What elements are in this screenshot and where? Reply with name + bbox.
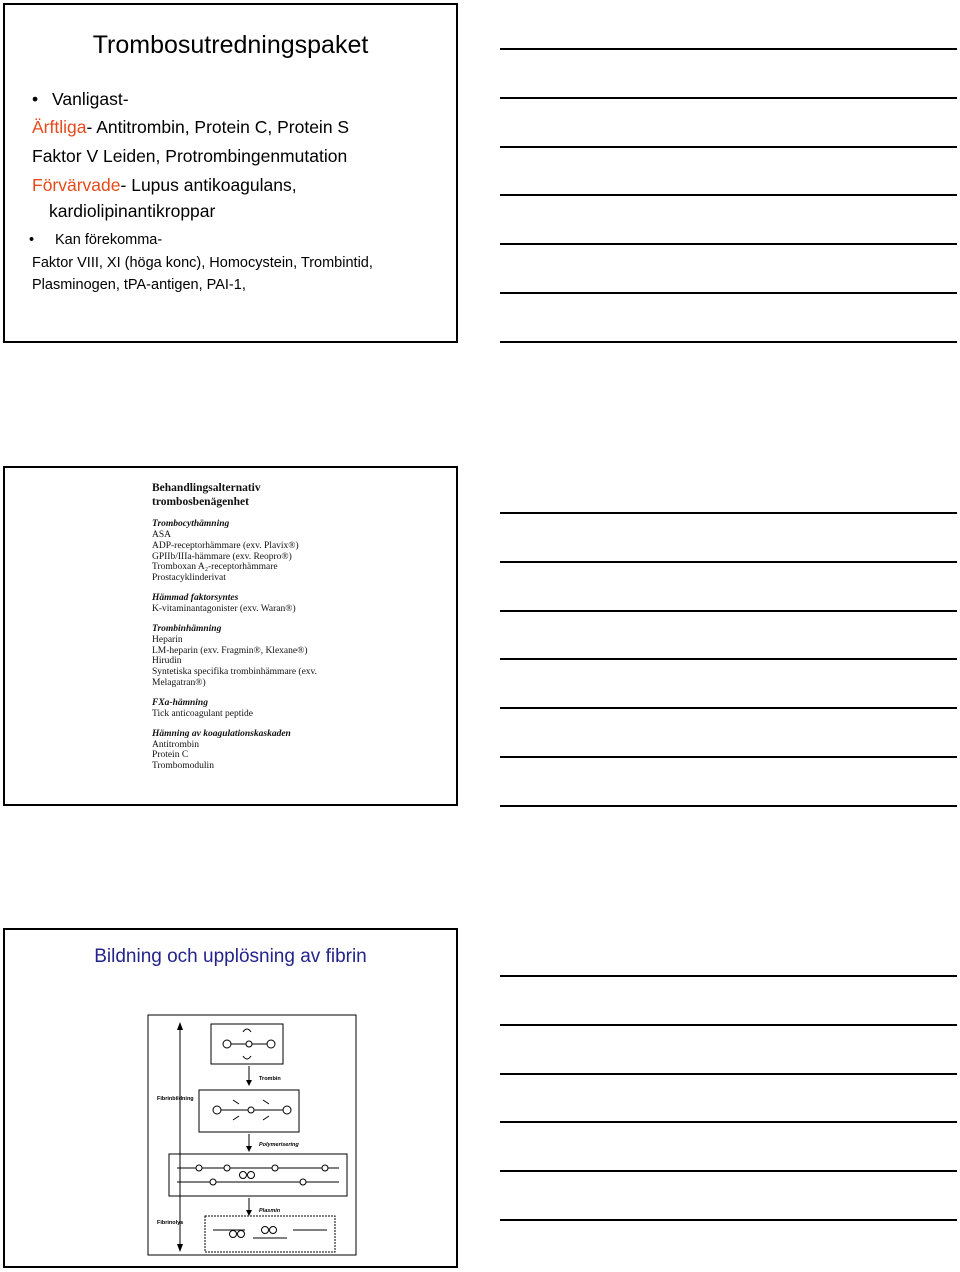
- note-line: [500, 146, 957, 148]
- note-line: [500, 1121, 957, 1123]
- list-item: Syntetiska specifika trombinhämmare (exv.: [152, 667, 318, 678]
- text-arftliga: - Antitrombin, Protein C, Protein S: [86, 117, 350, 137]
- note-line: [500, 658, 957, 660]
- note-line: [500, 1024, 957, 1026]
- label-polymerisering: Polymerisering: [259, 1142, 299, 1148]
- bullet-text: Vanligast-: [52, 89, 129, 109]
- list-item: Antitrombin: [152, 739, 199, 750]
- note-line: [500, 805, 957, 807]
- heading-line-1: Behandlingsalternativ: [152, 482, 261, 494]
- fibrinolysis-box: [205, 1216, 335, 1252]
- note-line: [500, 1170, 957, 1172]
- arrow-down-icon: [246, 1210, 252, 1216]
- section-trombocythamning: [152, 519, 317, 584]
- list-item: Protein C: [152, 750, 189, 761]
- slide-1: [3, 3, 458, 343]
- line-kardiolipin: kardiolipinantikroppar: [49, 201, 216, 221]
- note-line: [500, 512, 957, 514]
- section-title: FXa-hämning: [152, 697, 208, 708]
- note-line: [500, 707, 957, 709]
- list-item: Tick anticoagulant peptide: [152, 708, 253, 719]
- note-line: [500, 341, 957, 343]
- note-line: [500, 97, 957, 99]
- line-faktor-v: Faktor V Leiden, Protrombingenmutation: [32, 146, 348, 166]
- bullet-kan-forekomma: [29, 232, 162, 248]
- list-item: ASA: [152, 530, 172, 540]
- line-forvarvade: [32, 175, 297, 196]
- text-forvarvade: - Lupus antikoagulans,: [120, 175, 297, 195]
- diagram-frame: [148, 1015, 356, 1255]
- section-hamning-koagulationskaskaden: [152, 729, 317, 772]
- section-hammad-faktorsyntes: [152, 593, 317, 615]
- note-line: [500, 194, 957, 196]
- list-item: Melagatran®): [152, 677, 206, 688]
- note-line: [500, 1219, 957, 1221]
- label-forvarvade: Förvärvade: [32, 175, 121, 195]
- note-line: [500, 243, 957, 245]
- list-item: K-vitaminantagonister (exv. Waran®): [152, 603, 296, 614]
- section-title: Trombocythämning: [152, 519, 230, 529]
- list-item: Heparin: [152, 634, 183, 645]
- fibrin-diagram: [147, 1002, 359, 1258]
- section-title: Trombinhämning: [152, 623, 222, 634]
- bullet-vanligast: [32, 89, 129, 110]
- bullet-dot: •: [29, 232, 35, 248]
- bullet-dot: •: [32, 89, 39, 109]
- slide-1-title: Trombosutredningspaket: [92, 31, 369, 59]
- arrow-up-icon: [177, 1022, 183, 1030]
- note-line: [500, 48, 957, 50]
- note-line: [500, 610, 957, 612]
- arrow-down-icon: [177, 1244, 183, 1252]
- label-arftliga: Ärftliga: [32, 117, 87, 137]
- list-item: ADP-receptorhämmare (exv. Plavix®): [152, 540, 299, 551]
- note-line: [500, 756, 957, 758]
- section-trombinhamning: [152, 624, 317, 689]
- slide-3-title: Bildning och upplösning av fibrin: [94, 946, 367, 967]
- list-item: GPIIb/IIIa-hämmare (exv. Reopro®): [152, 551, 292, 562]
- list-item: Trombomodulin: [152, 761, 214, 772]
- label-plasmin: Plasmin: [259, 1208, 281, 1214]
- label-fibrinolys: Fibrinolys: [157, 1220, 184, 1226]
- bullet-text: Kan förekomma-: [55, 232, 163, 248]
- line-faktor-viii: Faktor VIII, XI (höga konc), Homocystein, Trombintid,: [32, 255, 373, 271]
- list-item: LM-heparin (exv. Fragmin®, Klexane®): [152, 645, 308, 656]
- list-item: Tromboxan A₂-receptorhämmare: [152, 562, 278, 573]
- label-fibrinbildning: Fibrinbildning: [157, 1096, 194, 1102]
- slide-2: [3, 466, 458, 806]
- slide-3: [3, 928, 458, 1268]
- note-line: [500, 1073, 957, 1075]
- arrow-down-icon: [246, 1080, 252, 1086]
- section-title: Hämmad faktorsyntes: [152, 592, 239, 603]
- section-fxa-hamning: [152, 698, 317, 720]
- treatment-list: [152, 481, 317, 772]
- list-item: Prostacyklinderivat: [152, 573, 226, 584]
- note-line: [500, 975, 957, 977]
- note-line: [500, 292, 957, 294]
- section-title: Hämning av koagulationskaskaden: [152, 728, 291, 739]
- polymer-box: [169, 1154, 347, 1196]
- label-trombin: Trombin: [259, 1076, 281, 1082]
- arrow-down-icon: [246, 1146, 252, 1152]
- line-arftliga: [32, 117, 349, 138]
- list-item: Hirudin: [152, 656, 182, 667]
- line-plasminogen: Plasminogen, tPA-antigen, PAI-1,: [32, 277, 246, 293]
- heading-line-2: trombosbenägenhet: [152, 496, 249, 508]
- note-line: [500, 561, 957, 563]
